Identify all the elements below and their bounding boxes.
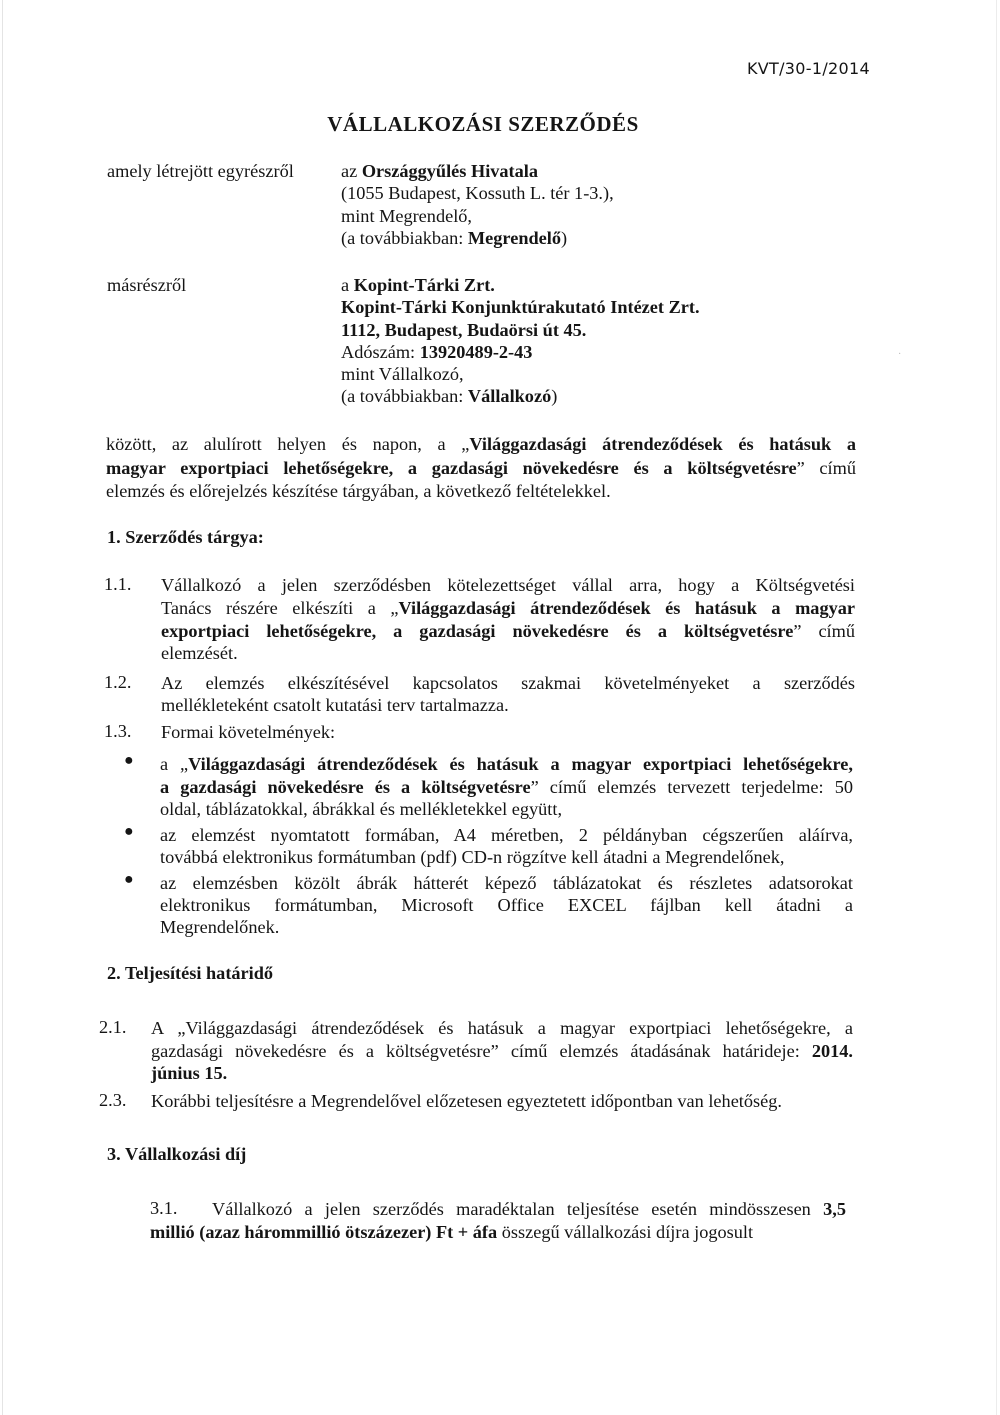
party2-address-line [341, 319, 700, 341]
intro-title-part: Világgazdasági átrendeződések és hatásuk a [469, 434, 856, 454]
bullet-3-line-2: elektronikus formátumban, Microsoft Office EXCEL fájlban kell átadni a [160, 895, 853, 915]
clause-1-2-line-2: mellékleteként csatolt kutatási terv tartalmazza. [161, 695, 509, 715]
intro-line-3: elemzés és előrejelzés készítése tárgyában, a következő feltételekkel. [106, 481, 611, 501]
scan-edge [996, 0, 997, 1415]
clause-3-1-line-2 [150, 1221, 753, 1243]
party1-prefix: az [341, 161, 362, 181]
bullet-title-part: a gazdasági növekedésre és a költségvetésre [160, 777, 531, 797]
clause-1-1-line-2 [161, 597, 855, 619]
section-3-heading: 3. Vállalkozási díj [107, 1144, 247, 1164]
fee-amount-words: millió (azaz hárommillió ötszázezer) Ft + áfa [150, 1222, 498, 1242]
deadline-year: 2014. [811, 1041, 853, 1061]
deadline-date: június 15. [151, 1063, 228, 1083]
clause-title-part: Világgazdasági átrendeződések és hatásuk a magyar [398, 598, 855, 618]
party2-alias: Vállalkozó [467, 386, 552, 407]
scan-speck: · [898, 349, 902, 360]
section-2-heading: 2. Teljesítési határidő [107, 963, 274, 983]
party1-alias-line [341, 227, 614, 249]
clause-2-1-line-1: A „Világgazdasági átrendeződések és hatásuk a magyar exportpiaci lehetőségekre, a [151, 1018, 853, 1038]
clause-1-1-line-4: elemzését. [161, 643, 238, 663]
party1-role: mint Megrendelő, [341, 205, 472, 226]
party2-address: 1112, Budapest, Budaörsi út 45. [341, 319, 587, 340]
party1-name-line [341, 160, 614, 182]
clause-number: 1.2. [104, 672, 132, 692]
bullet-icon: ● [124, 823, 134, 840]
bullet-text: ” című elemzés tervezett terjedelme: 50 [530, 777, 853, 797]
document-reference: KVT/30-1/2014 [747, 59, 870, 78]
clause-2-1-line-2 [151, 1040, 853, 1062]
clause-1-1-line-1: Vállalkozó a jelen szerződésben kötelezettséget vállal arra, hogy a Költségvetési [161, 575, 855, 595]
bullet-2-line-2: továbbá elektronikus formátumban (pdf) CD-n rögzítve kell átadni a Megrendelőnek, [160, 847, 785, 867]
bullet-2-line-1: az elemzést nyomtatott formában, A4 méretben, 2 példányban cégszerűen aláírva, [160, 825, 853, 845]
party1-alias: Megrendelő [467, 227, 561, 248]
clause-text: gazdasági növekedésre és a költségvetésre” című elemzés átadásának határideje: [151, 1041, 812, 1061]
intro-line-1 [106, 433, 856, 455]
clause-text: Vállalkozó a jelen szerződés maradéktalan teljesítése esetén mindösszesen [212, 1199, 824, 1219]
clause-text: összegű vállalkozási díjra jogosult [497, 1222, 754, 1242]
clause-1-2-line-1: Az elemzés elkészítésével kapcsolatos szakmai követelményeket a szerződés [161, 673, 855, 693]
party2-short-name-line [341, 274, 700, 296]
party1-alias-prefix: (a továbbiakban: [341, 227, 468, 248]
party1-label: amely létrejött egyrészről [107, 161, 294, 181]
party1-details [341, 160, 614, 249]
clause-title-part: exportpiaci lehetőségekre, a gazdasági növekedésre és a költségvetésre [161, 621, 794, 641]
intro-line-2 [106, 457, 856, 479]
clause-number: 3.1. [150, 1198, 178, 1218]
scan-edge [2, 0, 3, 1415]
bullet-3-line-3: Megrendelőnek. [160, 917, 280, 937]
party2-tax-label: Adószám: [341, 341, 420, 362]
party1-name: Országgyűlés Hivatala [361, 161, 539, 181]
clause-number: 2.1. [99, 1017, 127, 1037]
bullet-1-line-3: oldal, táblázatokkal, ábrákkal és mellékletekkel együtt, [160, 799, 563, 819]
party2-label: másrészről [107, 275, 187, 295]
bullet-icon: ● [124, 752, 134, 769]
party1-alias-suffix: ) [561, 227, 568, 248]
clause-2-1-line-3 [151, 1062, 227, 1084]
clause-number: 1.1. [104, 574, 132, 594]
party2-alias-suffix: ) [551, 386, 558, 407]
party2-short-name: Kopint-Tárki Zrt. [353, 275, 495, 295]
bullet-1-line-2 [160, 776, 853, 798]
bullet-title-part: Világgazdasági átrendeződések és hatásuk a magyar exportpiaci lehetőségekre, [188, 754, 853, 774]
intro-text: ” című [796, 458, 856, 478]
clause-3-1-line-1 [150, 1198, 846, 1220]
bullet-1-line-1 [160, 753, 853, 775]
fee-amount: 3,5 [823, 1199, 846, 1219]
party2-full-name: Kopint-Tárki Konjunktúrakutató Intézet Zrt. [341, 297, 700, 318]
clause-number: 1.3. [104, 721, 132, 741]
party2-alias-prefix: (a továbbiakban: [341, 386, 468, 407]
party2-tax-line [341, 341, 700, 363]
clause-1-3-text: Formai követelmények: [161, 722, 336, 742]
clause-text: Tanács részére elkészíti a „ [161, 598, 399, 618]
party2-tax-number: 13920489-2-43 [419, 341, 533, 362]
party2-prefix: a [341, 275, 354, 295]
party2-details [341, 274, 700, 408]
bullet-3-line-1: az elemzésben közölt ábrák hátterét képező táblázatokat és részletes adatsorokat [160, 873, 853, 893]
section-1-heading: 1. Szerződés tárgya: [107, 527, 264, 547]
party2-full-name-line [341, 296, 700, 318]
clause-2-3-text: Korábbi teljesítésre a Megrendelővel előzetesen egyeztetett időpontban van lehetőség. [151, 1091, 782, 1111]
clause-1-1-line-3 [161, 620, 855, 642]
party1-address: (1055 Budapest, Kossuth L. tér 1-3.), [341, 183, 614, 204]
intro-text: között, az alulírott helyen és napon, a „ [106, 434, 470, 454]
party2-role: mint Vállalkozó, [341, 364, 464, 385]
bullet-text: a „ [160, 754, 189, 774]
clause-number: 2.3. [99, 1090, 127, 1110]
party2-alias-line [341, 385, 700, 407]
bullet-icon: ● [124, 871, 134, 888]
intro-title-part: magyar exportpiaci lehetőségekre, a gazdasági növekedésre és a költségvetésre [106, 458, 797, 478]
document-title: VÁLLALKOZÁSI SZERZŐDÉS [327, 112, 639, 136]
clause-text: ” című [793, 621, 855, 641]
